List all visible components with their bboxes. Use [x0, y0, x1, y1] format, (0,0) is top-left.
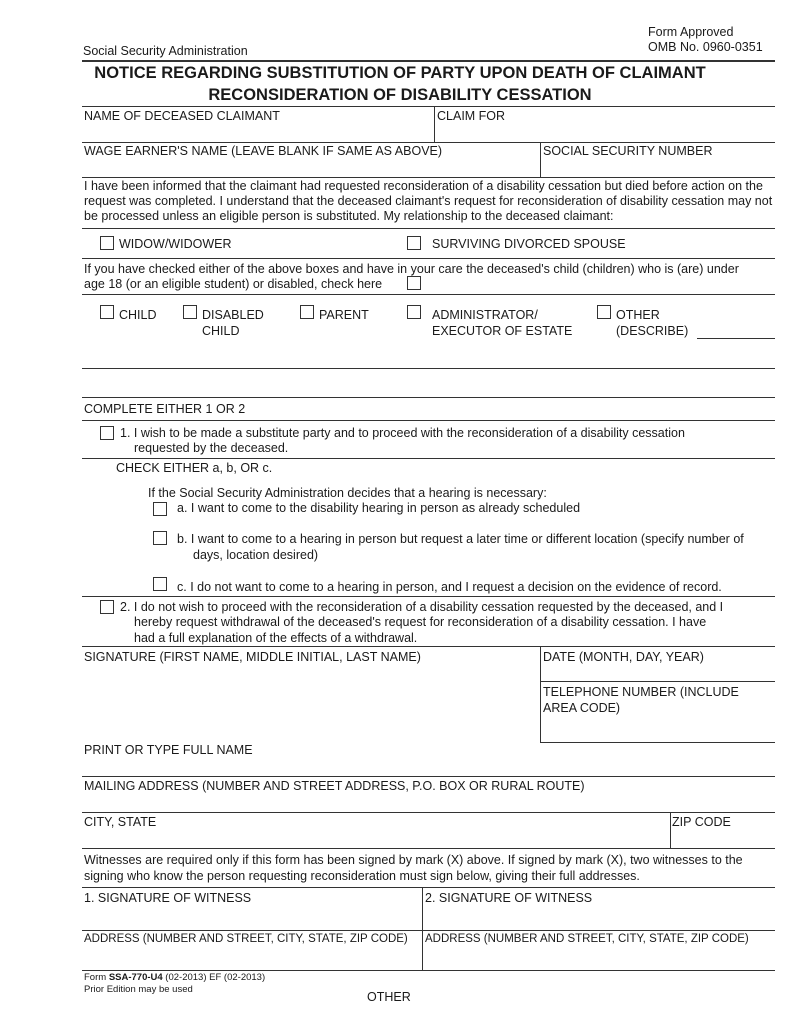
divider [670, 812, 671, 848]
witness-2-address-input[interactable] [426, 948, 773, 968]
witness-note-2: signing who know the person requesting reconsideration must sign below, giving their full addresses. [84, 869, 640, 883]
child-checkbox[interactable] [100, 305, 114, 319]
rule [82, 776, 775, 777]
option-1-text: 1. I wish to be made a substitute party and to proceed with the reconsideration of a disability cessation [120, 426, 685, 440]
signature-input[interactable] [84, 668, 536, 738]
deceased-claimant-label: NAME OF DECEASED CLAIMANT [84, 109, 280, 123]
rule [82, 848, 775, 849]
divorced-spouse-checkbox[interactable] [407, 236, 421, 250]
city-state-input[interactable] [84, 831, 666, 845]
child-care-text: If you have checked either of the above boxes and have in your care the deceased's child (children) who is (are) under [84, 262, 739, 276]
child-in-care-checkbox[interactable] [407, 276, 421, 290]
print-name-input[interactable] [84, 759, 774, 773]
option-2-text: 2. I do not wish to proceed with the reconsideration of a disability cessation requested by the deceased, and I [120, 600, 724, 614]
mailing-address-input[interactable] [84, 795, 774, 809]
rule [82, 812, 775, 813]
rule [82, 887, 775, 888]
witness-2-signature-input[interactable] [426, 907, 773, 927]
other-footer-label: OTHER [367, 990, 411, 1004]
administrator-checkbox[interactable] [407, 305, 421, 319]
rule [82, 930, 775, 931]
widow-label: WIDOW/WIDOWER [119, 237, 232, 251]
other-checkbox[interactable] [597, 305, 611, 319]
witness-1-signature-input[interactable] [84, 907, 418, 927]
zip-code-input[interactable] [673, 831, 773, 845]
option-b-checkbox[interactable] [153, 531, 167, 545]
rule [82, 228, 775, 229]
wage-earner-input[interactable] [84, 160, 538, 174]
ssn-label: SOCIAL SECURITY NUMBER [543, 144, 713, 158]
rule [82, 258, 775, 259]
signature-label: SIGNATURE (FIRST NAME, MIDDLE INITIAL, LAST NAME) [84, 650, 421, 664]
divider [422, 887, 423, 970]
agency-name: Social Security Administration [83, 44, 248, 58]
rule [540, 681, 775, 682]
other-describe-field[interactable] [82, 368, 775, 369]
widow-checkbox[interactable] [100, 236, 114, 250]
rule [82, 970, 775, 971]
other-describe-line[interactable] [697, 338, 775, 339]
phone-input[interactable] [543, 718, 773, 738]
divider [540, 142, 541, 177]
option-c-text: c. I do not want to come to a hearing in person, and I request a decision on the evidence of record. [177, 580, 722, 594]
child-label: CHILD [119, 308, 157, 322]
witness-2-signature-label: 2. SIGNATURE OF WITNESS [425, 891, 593, 905]
statement-text: I have been informed that the claimant had requested reconsideration of a disability cessation but died before action on the request was completed. I understand that the deceased claimant's request for reconsideration of disability cessation may not be processed unless an eligible person is substituted. My relationship to the deceased claimant: [84, 179, 773, 223]
parent-checkbox[interactable] [300, 305, 314, 319]
option-a-checkbox[interactable] [153, 502, 167, 516]
rule [82, 294, 775, 295]
rule [540, 742, 775, 743]
administrator-label-2: EXECUTOR OF ESTATE [432, 324, 573, 338]
witness-1-address-label: ADDRESS (NUMBER AND STREET, CITY, STATE, ZIP CODE) [84, 933, 408, 945]
disabled-child-label: DISABLED [202, 308, 264, 322]
complete-either-heading: COMPLETE EITHER 1 OR 2 [84, 402, 246, 416]
witness-1-address-input[interactable] [84, 948, 418, 968]
form-number: Form SSA-770-U4 (02-2013) EF (02-2013) [84, 972, 266, 983]
witness-2-address-label: ADDRESS (NUMBER AND STREET, CITY, STATE, ZIP CODE) [425, 933, 749, 945]
rule [82, 142, 775, 143]
administrator-label: ADMINISTRATOR/ [432, 308, 538, 322]
prior-edition-note: Prior Edition may be used [84, 984, 193, 995]
rule [82, 177, 775, 178]
option-b-text-2: days, location desired) [193, 548, 319, 562]
deceased-claimant-input[interactable] [84, 126, 432, 140]
claim-for-label: CLAIM FOR [437, 109, 506, 123]
option-2-text-3: had a full explanation of the effects of a withdrawal. [134, 631, 418, 645]
witness-note: Witnesses are required only if this form has been signed by mark (X) above. If signed by mark (X), two witnesses to the [84, 853, 743, 867]
rule [82, 397, 775, 398]
divider [434, 106, 435, 142]
option-a-text: a. I want to come to the disability hearing in person as already scheduled [177, 501, 581, 515]
wage-earner-label: WAGE EARNER'S NAME (LEAVE BLANK IF SAME AS ABOVE) [84, 144, 443, 158]
disabled-child-label-2: CHILD [202, 324, 240, 338]
rule [82, 458, 775, 459]
ssn-input[interactable] [543, 160, 773, 174]
city-state-label: CITY, STATE [84, 815, 157, 829]
option-1-checkbox[interactable] [100, 426, 114, 440]
date-label: DATE (MONTH, DAY, YEAR) [543, 650, 704, 664]
phone-label-2: AREA CODE) [543, 701, 621, 715]
form-subtitle: RECONSIDERATION OF DISABILITY CESSATION [208, 86, 592, 104]
divorced-spouse-label: SURVIVING DIVORCED SPOUSE [432, 237, 626, 251]
mailing-address-label: MAILING ADDRESS (NUMBER AND STREET ADDRESS, P.O. BOX OR RURAL ROUTE) [84, 779, 585, 793]
option-1-text-2: requested by the deceased. [134, 441, 289, 455]
omb-number: OMB No. 0960-0351 [648, 40, 763, 54]
hearing-intro-text: If the Social Security Administration decides that a hearing is necessary: [148, 486, 547, 500]
print-name-label: PRINT OR TYPE FULL NAME [84, 743, 253, 757]
option-b-text: b. I want to come to a hearing in person but request a later time or different location (specify number of [177, 532, 744, 546]
form-approved-text: Form Approved [648, 25, 734, 39]
claim-for-input[interactable] [438, 126, 773, 140]
rule [82, 596, 775, 597]
header-rule [82, 60, 775, 62]
option-c-checkbox[interactable] [153, 577, 167, 591]
check-either-heading: CHECK EITHER a, b, OR c. [116, 461, 273, 475]
child-care-text-2: age 18 (or an eligible student) or disabled, check here [84, 277, 383, 291]
rule [82, 420, 775, 421]
form-title: NOTICE REGARDING SUBSTITUTION OF PARTY UPON DEATH OF CLAIMANT [94, 64, 706, 82]
other-label-2: (DESCRIBE) [616, 324, 689, 338]
disabled-child-checkbox[interactable] [183, 305, 197, 319]
rule [82, 646, 775, 647]
divider [540, 646, 541, 742]
option-2-text-2: hereby request withdrawal of the deceased's request for reconsideration of a disability cessation. I have [134, 615, 707, 629]
rule [82, 106, 775, 107]
phone-label: TELEPHONE NUMBER (INCLUDE [543, 685, 739, 699]
other-label: OTHER [616, 308, 660, 322]
zip-code-label: ZIP CODE [672, 815, 731, 829]
date-input[interactable] [543, 666, 773, 680]
option-2-checkbox[interactable] [100, 600, 114, 614]
witness-1-signature-label: 1. SIGNATURE OF WITNESS [84, 891, 252, 905]
parent-label: PARENT [319, 308, 369, 322]
